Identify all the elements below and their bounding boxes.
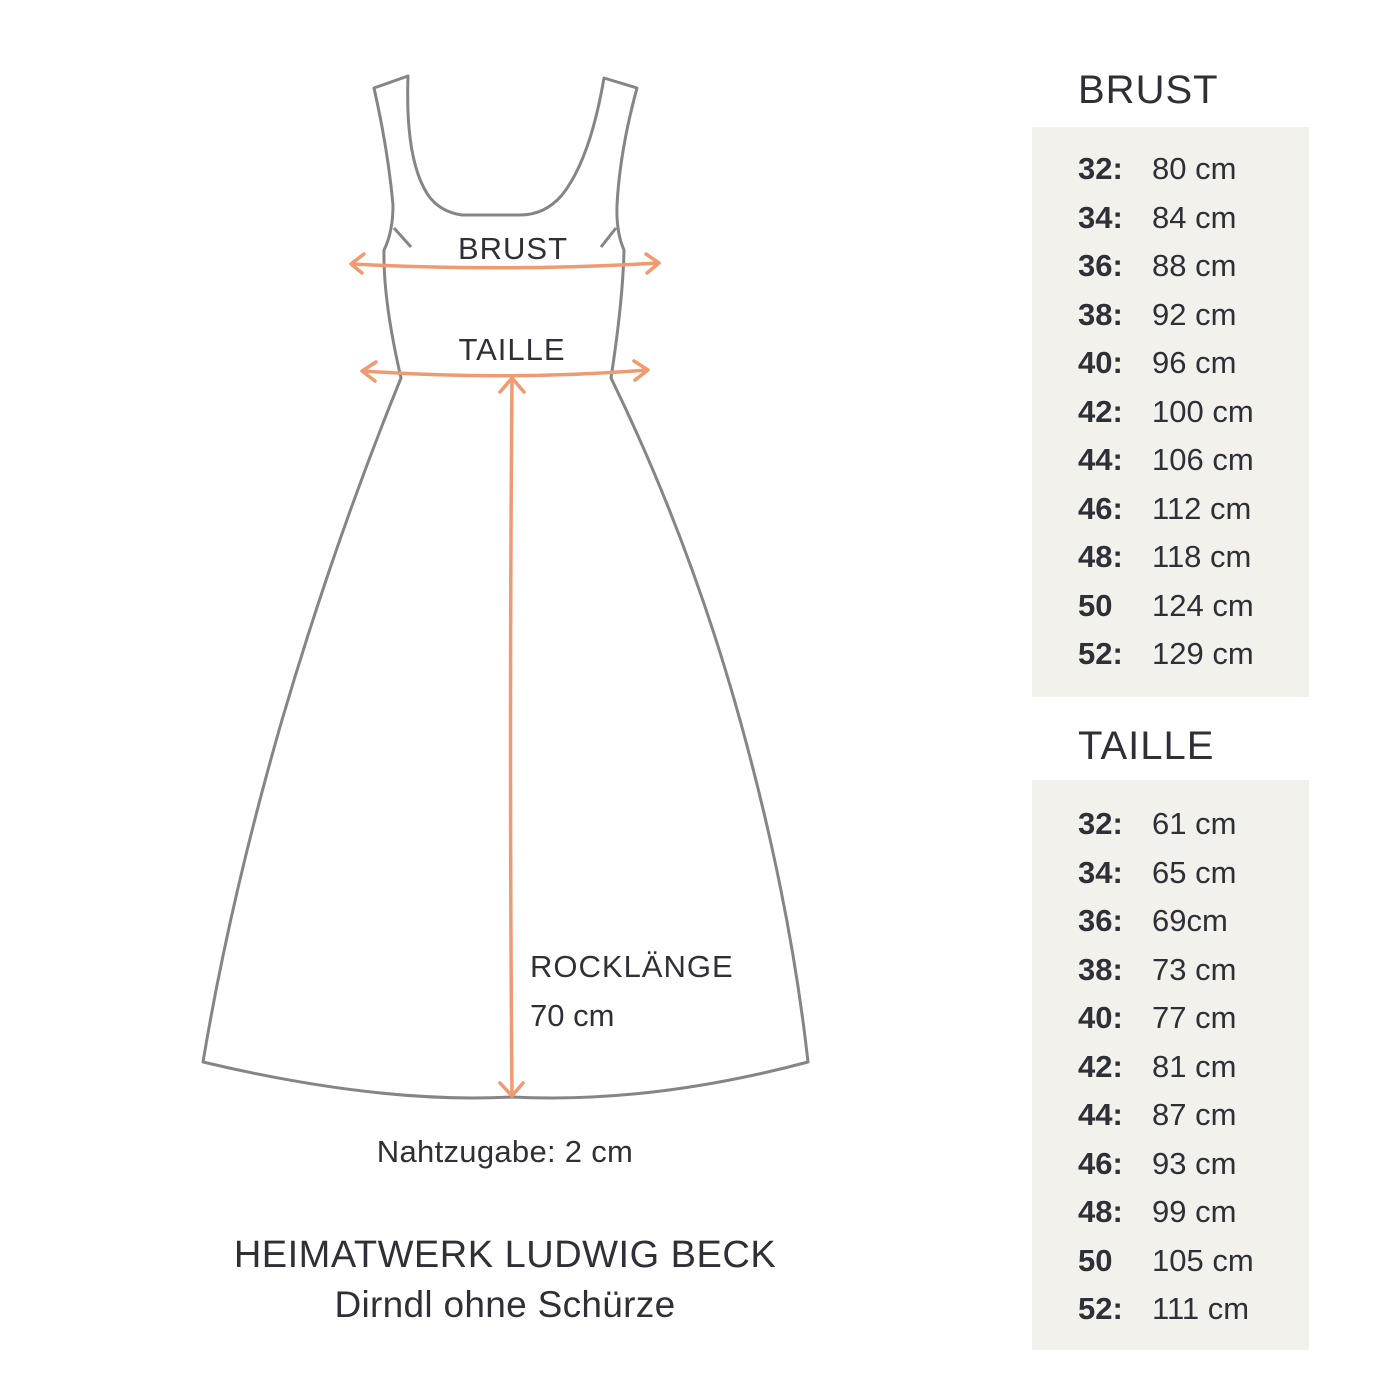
taille-size-row [1078,1237,1309,1286]
right-armhole-dart [601,228,616,247]
size-label: 50 [1078,1242,1113,1278]
taille-size-row [1078,994,1309,1043]
size-measurement: 77 cm [1152,1000,1237,1036]
taille-size-row [1078,946,1309,995]
brust-size-row [1078,291,1309,340]
size-label: 50 [1078,587,1113,623]
size-measurement: 87 cm [1152,1097,1237,1133]
size-label: 48: [1078,1194,1123,1230]
size-label: 40: [1078,345,1123,381]
size-label: 48: [1078,539,1123,575]
size-measurement: 100 cm [1152,393,1254,429]
brand-name: HEIMATWERK LUDWIG BECK [233,1234,777,1276]
size-label: 44: [1078,1097,1123,1133]
rocklaenge-arrow [500,378,524,1096]
size-label: 52: [1078,1291,1123,1327]
brust-table-title: BRUST [1078,68,1219,112]
brust-size-row [1078,630,1309,679]
size-measurement: 111 cm [1152,1291,1250,1327]
taille-size-row [1078,800,1309,849]
taille-label: TAILLE [458,332,566,367]
size-label: 46: [1078,490,1123,526]
taille-table-title: TAILLE [1078,724,1215,768]
size-measurement: 118 cm [1152,539,1252,575]
size-measurement: 92 cm [1152,296,1237,332]
brust-size-row [1078,242,1309,291]
taille-size-row [1078,1091,1309,1140]
size-measurement: 69cm [1152,903,1228,939]
taille-size-row [1078,1285,1309,1334]
size-label: 42: [1078,393,1123,429]
taille-size-table [1032,780,1309,1350]
size-measurement: 84 cm [1152,199,1237,235]
size-label: 38: [1078,296,1123,332]
size-label: 52: [1078,636,1123,672]
size-label: 34: [1078,854,1123,890]
taille-size-row [1078,849,1309,898]
size-label: 34: [1078,199,1123,235]
size-measurement: 88 cm [1152,248,1237,284]
product-name: Dirndl ohne Schürze [334,1284,676,1325]
dress-outline [203,76,808,1098]
brust-size-row [1078,485,1309,534]
size-measurement: 61 cm [1152,806,1237,842]
size-label: 36: [1078,248,1123,284]
brust-label: BRUST [457,231,569,266]
size-measurement: 80 cm [1152,151,1237,187]
brust-size-row [1078,436,1309,485]
brust-size-row [1078,339,1309,388]
rocklaenge-value: 70 cm [530,998,615,1033]
brust-size-row [1078,533,1309,582]
size-measurement: 105 cm [1152,1242,1254,1278]
taille-size-row [1078,1140,1309,1189]
size-label: 42: [1078,1048,1123,1084]
size-measurement: 81 cm [1152,1048,1237,1084]
brust-size-row [1078,582,1309,631]
size-label: 46: [1078,1145,1123,1181]
taille-size-row [1078,1043,1309,1092]
rocklaenge-label: ROCKLÄNGE [530,949,734,984]
size-measurement: 93 cm [1152,1145,1237,1181]
seam-allowance: Nahtzugabe: 2 cm [376,1134,634,1169]
size-measurement: 106 cm [1152,442,1254,478]
brust-size-table [1032,127,1309,697]
taille-size-row [1078,1188,1309,1237]
size-measurement: 112 cm [1152,490,1252,526]
size-label: 44: [1078,442,1123,478]
left-armhole-dart [394,228,411,247]
size-label: 36: [1078,903,1123,939]
size-measurement: 65 cm [1152,854,1237,890]
size-measurement: 96 cm [1152,345,1237,381]
size-label: 40: [1078,1000,1123,1036]
size-measurement: 73 cm [1152,951,1237,987]
size-measurement: 124 cm [1152,587,1254,623]
brust-size-row [1078,388,1309,437]
size-label: 32: [1078,151,1123,187]
size-measurement: 129 cm [1152,636,1254,672]
brust-size-row [1078,145,1309,194]
size-label: 38: [1078,951,1123,987]
size-label: 32: [1078,806,1123,842]
size-measurement: 99 cm [1152,1194,1237,1230]
brust-size-row [1078,194,1309,243]
taille-size-row [1078,897,1309,946]
